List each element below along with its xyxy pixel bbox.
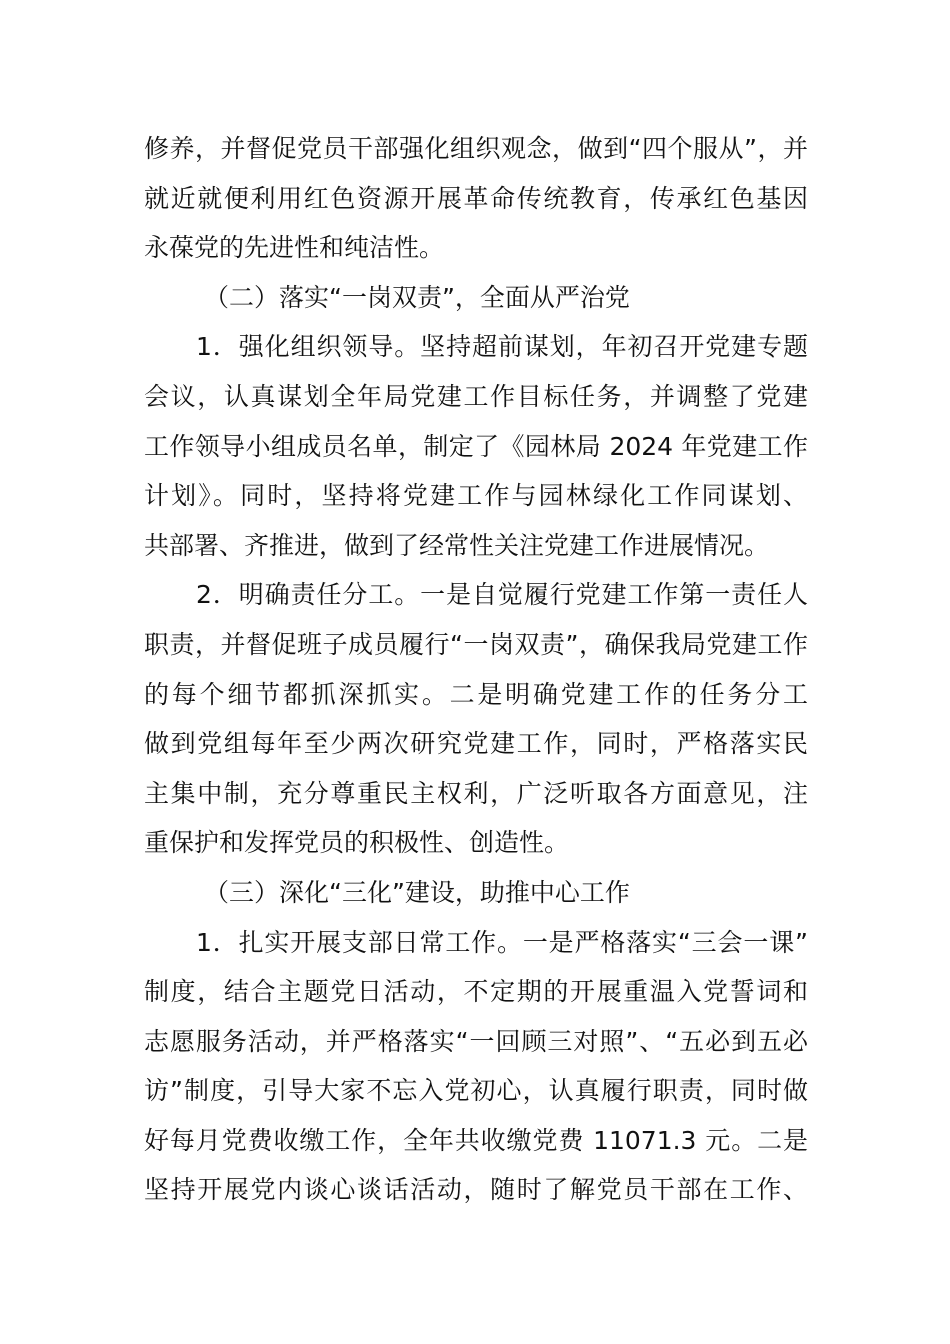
document-page [144, 124, 808, 1215]
body-text-line: 永葆党的先进性和纯洁性。 [144, 233, 445, 263]
body-text-line: 会议，认真谋划全年局党建工作目标任务，并调整了党建 [144, 381, 808, 411]
body-text-line: 好每月党费收缴工作，全年共收缴党费 11071.3 元。二是 [144, 1125, 808, 1155]
body-text-line: 计划》。同时，坚持将党建工作与园林绿化工作同谋划、 [144, 481, 808, 511]
section-heading: （三）深化“三化”建设，助推中心工作 [204, 877, 630, 907]
body-text-line: 志愿服务活动，并严格落实“一回顾三对照”、“五必到五必 [144, 1026, 808, 1056]
body-text-line: 职责，并督促班子成员履行“一岗双责”，确保我局党建工作 [144, 629, 808, 659]
body-text-line: 2．明确责任分工。一是自觉履行党建工作第一责任人 [196, 580, 808, 610]
body-text-line: 1．强化组织领导。坚持超前谋划，年初召开党建专题 [196, 332, 808, 362]
body-text-line: 重保护和发挥党员的积极性、创造性。 [144, 828, 570, 858]
body-text-line: 1．扎实开展支部日常工作。一是严格落实“三会一课” [196, 927, 808, 957]
body-text-line: 共部署、齐推进，做到了经常性关注党建工作进展情况。 [144, 530, 770, 560]
body-text-line: 修养，并督促党员干部强化组织观念，做到“四个服从”，并 [144, 134, 808, 163]
body-text-line: 做到党组每年至少两次研究党建工作，同时，严格落实民 [144, 729, 808, 759]
body-text-line: 制度，结合主题党日活动，不定期的开展重温入党誓词和 [144, 977, 808, 1007]
body-text-line: 访”制度，引导大家不忘入党初心，认真履行职责，同时做 [144, 1076, 808, 1106]
body-text-line: 的每个细节都抓深抓实。二是明确党建工作的任务分工 [144, 679, 808, 709]
body-text-line: 工作领导小组成员名单，制定了《园林局 2024 年党建工作 [144, 431, 808, 461]
body-text-line: 主集中制，充分尊重民主权利，广泛听取各方面意见，注 [144, 778, 808, 808]
section-heading: （二）落实“一岗双责”，全面从严治党 [204, 282, 630, 312]
body-text-line: 坚持开展党内谈心谈话活动，随时了解党员干部在工作、 [144, 1175, 808, 1205]
body-text-line: 就近就便利用红色资源开展革命传统教育，传承红色基因 [144, 183, 808, 213]
